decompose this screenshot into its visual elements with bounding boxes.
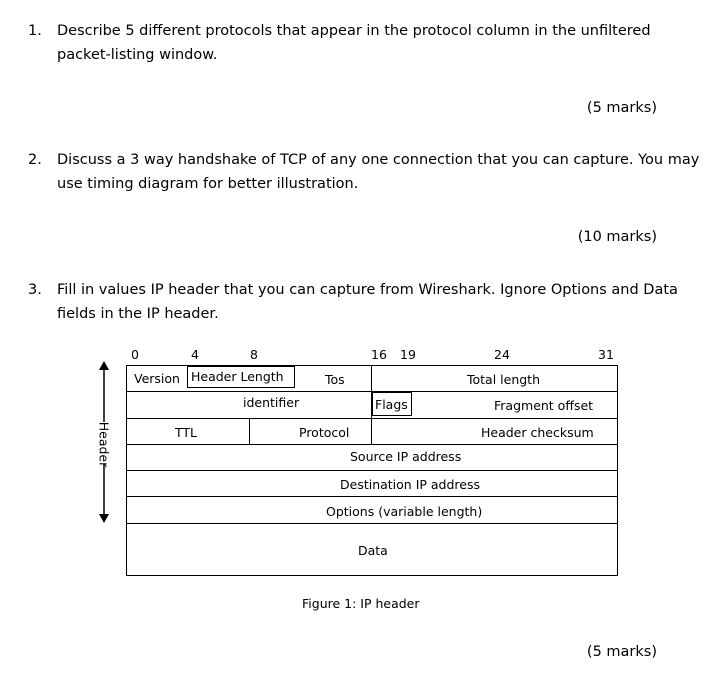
question-3-text-line-1: Fill in values IP header that you can capture from Wireshark. Ignore Options and Data: [57, 282, 678, 298]
question-1-text-line-1: Describe 5 different protocols that appear in the protocol column in the unfiltered: [57, 23, 651, 39]
question-3-marks: (5 marks): [586, 644, 657, 660]
bit-label-24: 24: [494, 347, 510, 362]
field-total-length: Total length: [467, 372, 541, 387]
figure-caption: Figure 1: IP header: [302, 596, 420, 611]
bit-label-0: 0: [131, 347, 139, 362]
field-fragment-offset: Fragment offset: [494, 398, 594, 413]
bit-label-31: 31: [598, 347, 614, 362]
bit-label-4: 4: [191, 347, 199, 362]
question-3-text-line-2: fields in the IP header.: [57, 306, 219, 322]
field-tos: Tos: [325, 372, 345, 387]
bit-label-8: 8: [250, 347, 258, 362]
question-1-number: 1.: [28, 23, 42, 39]
question-1-text-line-2: packet-listing window.: [57, 47, 218, 63]
question-2-text-line-1: Discuss a 3 way handshake of TCP of any one connection that you can capture. You may: [57, 152, 700, 168]
field-options: Options (variable length): [326, 504, 483, 519]
field-protocol: Protocol: [299, 425, 350, 440]
row-divider: [126, 523, 618, 524]
row-divider: [126, 444, 618, 445]
field-version: Version: [134, 371, 180, 386]
field-data: Data: [358, 543, 388, 558]
field-identifier: identifier: [243, 395, 300, 410]
bit-label-16: 16: [371, 347, 387, 362]
field-header-length: Header Length: [191, 369, 284, 384]
row-divider: [126, 496, 618, 497]
question-1-marks: (5 marks): [586, 100, 657, 116]
question-2-number: 2.: [28, 152, 42, 168]
row-divider: [126, 418, 618, 419]
field-destination-ip: Destination IP address: [340, 477, 481, 492]
bit-label-19: 19: [400, 347, 416, 362]
question-2-marks: (10 marks): [577, 229, 657, 245]
field-flags: Flags: [375, 397, 408, 412]
question-3-number: 3.: [28, 282, 42, 298]
field-ttl: TTL: [175, 425, 198, 440]
header-side-label: Header: [96, 421, 112, 468]
field-header-checksum: Header checksum: [481, 425, 594, 440]
field-source-ip: Source IP address: [350, 449, 462, 464]
column-divider-ttl: [249, 418, 250, 445]
question-2-text-line-2: use timing diagram for better illustration.: [57, 176, 359, 192]
row-divider: [126, 470, 618, 471]
